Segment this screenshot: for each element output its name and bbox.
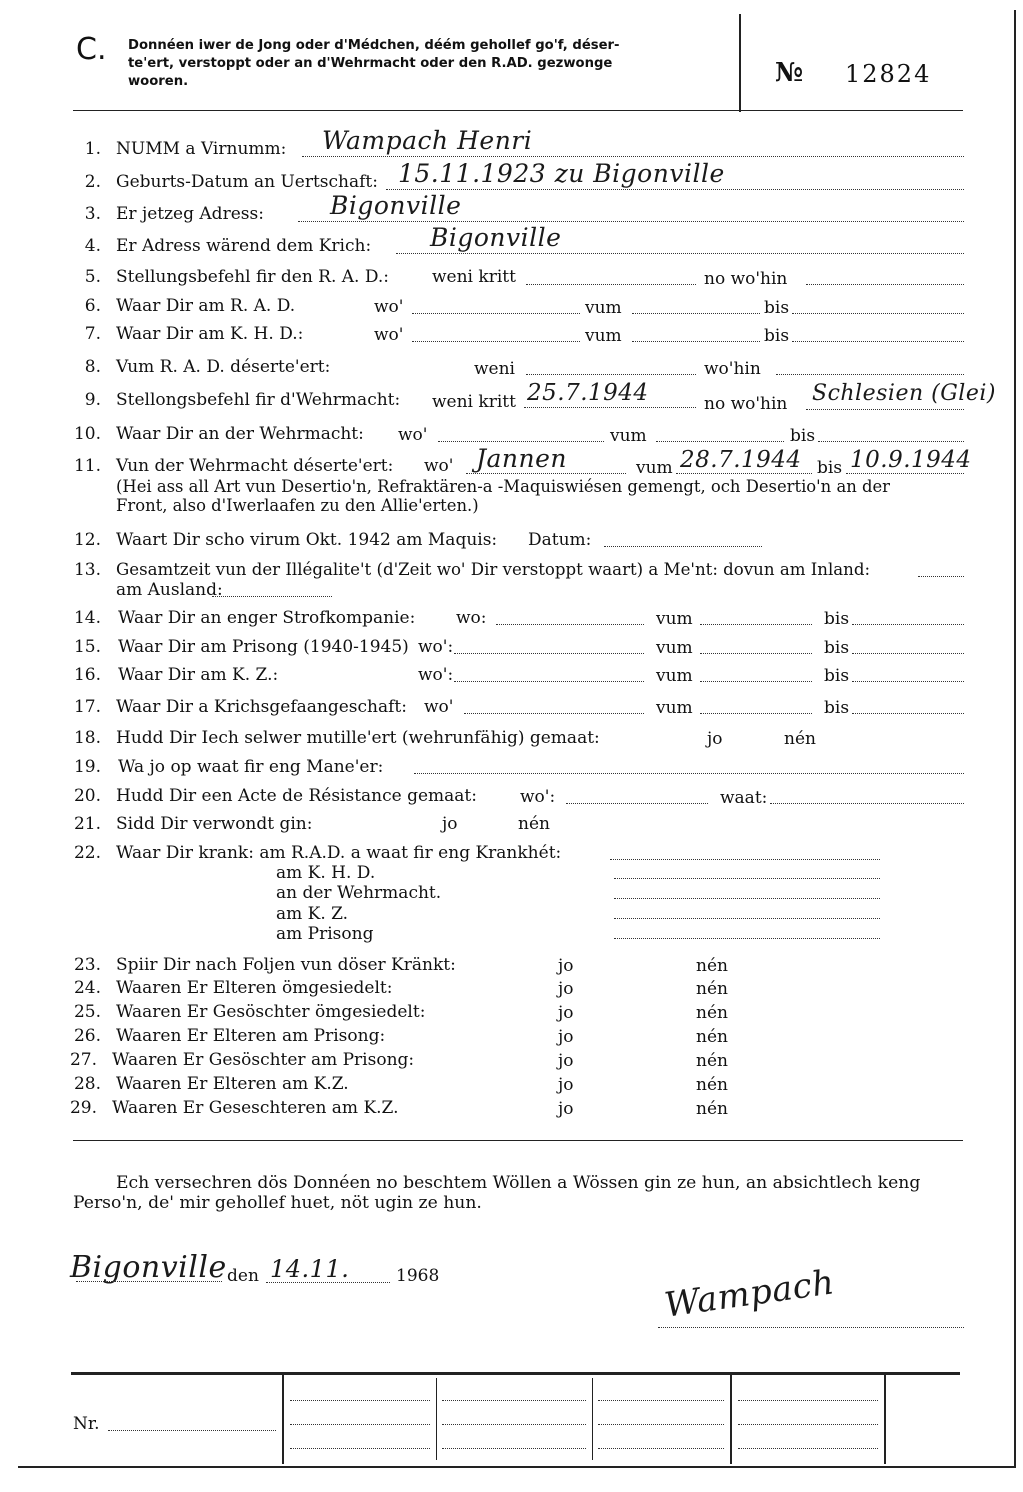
footer-nr-line <box>108 1430 276 1431</box>
q18-label: Hudd Dir Iech selwer mutille'ert (wehrunfähig) gemaat: <box>116 728 600 748</box>
q9-answer-date[interactable]: 25.7.1944 <box>527 380 649 406</box>
q28-number: 28. <box>73 1074 101 1094</box>
footer-cell-c2 <box>598 1424 724 1425</box>
q10-number: 10. <box>73 424 101 444</box>
q27-yes[interactable]: jo <box>558 1051 574 1071</box>
q24-label: Waaren Er Elteren ömgesiedelt: <box>116 978 393 998</box>
footer-col-3 <box>884 1374 886 1464</box>
q15-where-line <box>454 653 644 654</box>
q9-label: Stellongsbefehl fir d'Wehrmacht: <box>116 390 401 410</box>
q27-no[interactable]: nén <box>696 1051 728 1071</box>
q24-no[interactable]: nén <box>696 979 728 999</box>
q24-yes[interactable]: jo <box>558 979 574 999</box>
q3-number: 3. <box>84 204 101 224</box>
q14-from-line <box>700 624 812 625</box>
q29-no[interactable]: nén <box>696 1099 728 1119</box>
q17-from-line <box>700 713 812 714</box>
q7-from-line <box>632 341 760 342</box>
q14-where-label: wo: <box>456 608 487 628</box>
q16-where-label: wo': <box>418 665 454 685</box>
q15-label: Waar Dir am Prisong (1940-1945) <box>118 637 409 657</box>
q11-to-line <box>846 473 964 474</box>
q11-label: Vun der Wehrmacht déserte'ert: <box>116 456 394 476</box>
footer-col-2 <box>730 1374 732 1464</box>
q13-abroad-line <box>212 596 332 597</box>
q22-line-2 <box>614 878 880 879</box>
q23-no[interactable]: nén <box>696 956 728 976</box>
q15-from-label: vum <box>656 638 693 658</box>
q15-to-line <box>852 653 964 654</box>
q6-from-label: vum <box>585 298 622 318</box>
q25-number: 25. <box>73 1002 101 1022</box>
footer-cell-a2 <box>290 1424 430 1425</box>
q23-yes[interactable]: jo <box>558 956 574 976</box>
signature-year: 1968 <box>396 1266 440 1286</box>
footer-col-1 <box>282 1374 284 1464</box>
q1-answer-name[interactable]: Wampach Henri <box>322 126 533 155</box>
q8-number: 8. <box>84 357 101 377</box>
signature-place-line <box>76 1281 222 1282</box>
q22-sub-khd: am K. H. D. <box>276 863 376 883</box>
footer-cell-b3 <box>442 1448 586 1449</box>
q5-where-line <box>806 284 964 285</box>
q1-label: NUMM a Virnumm: <box>116 139 287 159</box>
q10-where-line <box>438 441 604 442</box>
q25-yes[interactable]: jo <box>558 1003 574 1023</box>
q25-no[interactable]: nén <box>696 1003 728 1023</box>
section-letter: C. <box>76 32 107 67</box>
footer-cell-d1 <box>738 1400 878 1401</box>
q11-to-label: bis <box>817 458 843 478</box>
footer-top-rule <box>71 1372 960 1375</box>
signature-date[interactable]: 14.11. <box>270 1255 350 1283</box>
header-divider <box>739 14 741 112</box>
q7-from-label: vum <box>585 326 622 346</box>
q8-label: Vum R. A. D. déserte'ert: <box>116 357 331 377</box>
footer-cell-d3 <box>738 1448 878 1449</box>
q17-where-line <box>464 713 644 714</box>
q14-number: 14. <box>73 608 101 628</box>
q14-from-label: vum <box>656 609 693 629</box>
q8-where-label: wo'hin <box>704 359 761 379</box>
q15-where-label: wo': <box>418 637 454 657</box>
q16-to-label: bis <box>824 666 850 686</box>
footer-cell-c1 <box>598 1400 724 1401</box>
q26-label: Waaren Er Elteren am Prisong: <box>116 1026 386 1046</box>
q9-number: 9. <box>84 390 101 410</box>
footer-cell-d2 <box>738 1424 878 1425</box>
q12-date-line <box>604 546 762 547</box>
q3-answer-address[interactable]: Bigonville <box>330 191 462 220</box>
q10-to-label: bis <box>790 426 816 446</box>
q19-label: Wa jo op waat fir eng Mane'er: <box>118 757 384 777</box>
q5-label: Stellungsbefehl fir den R. A. D.: <box>116 267 390 287</box>
q26-yes[interactable]: jo <box>558 1027 574 1047</box>
q15-to-label: bis <box>824 638 850 658</box>
q5-where-label: no wo'hin <box>704 269 788 289</box>
q20-where-label: wo': <box>520 787 556 807</box>
q5-number: 5. <box>84 267 101 287</box>
declaration-line-1: Ech versechren dös Donnéen no beschtem Wöllen a Wössen gin ze hun, an absichtlech keng <box>116 1173 921 1193</box>
footer-cell-c3 <box>598 1448 724 1449</box>
q2-label: Geburts-Datum an Uertschaft: <box>116 172 378 192</box>
header-title-line-2: te'ert, verstoppt oder an d'Wehrmacht oder den R.AD. gezwonge <box>128 56 613 71</box>
q20-label: Hudd Dir een Acte de Résistance gemaat: <box>116 786 477 806</box>
q22-sub-wehrmacht: an der Wehrmacht. <box>276 883 442 903</box>
q18-no[interactable]: nén <box>784 729 816 749</box>
q21-label: Sidd Dir verwondt gin: <box>116 814 313 834</box>
q22-label: Waar Dir krank: am R.A.D. a waat fir eng Krankhét: <box>116 843 562 863</box>
q24-number: 24. <box>73 978 101 998</box>
page-right-edge <box>1014 10 1016 1468</box>
signature-line <box>658 1327 964 1328</box>
q2-number: 2. <box>84 172 101 192</box>
q25-label: Waaren Er Gesöschter ömgesiedelt: <box>116 1002 426 1022</box>
q7-to-line <box>792 341 964 342</box>
q21-number: 21. <box>73 814 101 834</box>
footer-nr-label: Nr. <box>73 1414 100 1434</box>
q22-number: 22. <box>73 843 101 863</box>
q11-answer-from[interactable]: 28.7.1944 <box>680 447 802 473</box>
q18-yes[interactable]: jo <box>707 729 723 749</box>
q19-line <box>414 773 964 774</box>
q13-abroad-label: am Ausland: <box>116 580 223 600</box>
q3-label: Er jetzeg Adress: <box>116 204 264 224</box>
q4-line <box>396 253 964 254</box>
q22-sub-kz: am K. Z. <box>276 904 349 924</box>
q16-to-line <box>852 681 964 682</box>
q26-number: 26. <box>73 1026 101 1046</box>
q16-from-line <box>700 681 812 682</box>
q21-no[interactable]: nén <box>518 814 550 834</box>
q14-where-line <box>496 624 644 625</box>
q10-label: Waar Dir an der Wehrmacht: <box>116 424 364 444</box>
q7-where-line <box>412 341 580 342</box>
q9-when-line <box>524 407 696 408</box>
q20-what-line <box>770 803 964 804</box>
q11-note-line-2: Front, also d'Iwerlaafen zu den Allie'erten.) <box>116 496 479 515</box>
q28-yes[interactable]: jo <box>558 1075 574 1095</box>
q17-label: Waar Dir a Krichsgefaangeschaft: <box>116 697 407 717</box>
footer-cell-a3 <box>290 1448 430 1449</box>
header-title-line-1: Donnéen iwer de Jong oder d'Médchen, déém gehollef go'f, déser- <box>128 38 620 53</box>
q28-label: Waaren Er Elteren am K.Z. <box>116 1074 349 1094</box>
q22-line-3 <box>614 898 880 899</box>
q11-from-label: vum <box>636 458 673 478</box>
q6-where-label: wo' <box>374 297 404 317</box>
q9-where-label: no wo'hin <box>704 394 788 414</box>
q9-where-line <box>806 409 964 410</box>
q12-label: Waart Dir scho virum Okt. 1942 am Maquis: <box>116 530 498 550</box>
footer-inner-col-a <box>436 1378 437 1460</box>
q10-to-line <box>818 441 964 442</box>
q14-to-label: bis <box>824 609 850 629</box>
q1-line <box>302 156 964 157</box>
q19-number: 19. <box>73 757 101 777</box>
q17-number: 17. <box>73 697 101 717</box>
q21-yes[interactable]: jo <box>442 814 458 834</box>
q16-label: Waar Dir am K. Z.: <box>118 665 279 685</box>
signature-place[interactable]: Bigonville <box>70 1250 227 1285</box>
footer-inner-col-b <box>592 1378 593 1460</box>
q5-when-line <box>526 284 696 285</box>
q11-from-line <box>676 473 812 474</box>
q15-from-line <box>700 653 812 654</box>
number-sign: № <box>775 58 804 88</box>
q17-to-label: bis <box>824 698 850 718</box>
q6-where-line <box>412 313 580 314</box>
q8-when-line <box>526 374 696 375</box>
q23-number: 23. <box>73 955 101 975</box>
footer-cell-a1 <box>290 1400 430 1401</box>
q13-number: 13. <box>73 560 101 580</box>
q23-label: Spiir Dir nach Foljen vun döser Kränkt: <box>116 955 456 975</box>
q7-where-label: wo' <box>374 325 404 345</box>
q16-number: 16. <box>73 665 101 685</box>
q11-where-line <box>466 473 626 474</box>
q11-number: 11. <box>73 456 101 476</box>
q6-to-line <box>792 313 964 314</box>
q18-number: 18. <box>73 728 101 748</box>
q14-label: Waar Dir an enger Strofkompanie: <box>118 608 416 628</box>
q11-note-line-1: (Hei ass all Art vun Desertio'n, Refraktären-a -Maquiswiésen gemengt, och Desertio'n an der <box>116 477 891 496</box>
q6-number: 6. <box>84 296 101 316</box>
q20-where-line <box>566 803 708 804</box>
q16-from-label: vum <box>656 666 693 686</box>
signature[interactable]: Wampach <box>662 1262 837 1326</box>
q28-no[interactable]: nén <box>696 1075 728 1095</box>
q4-number: 4. <box>84 236 101 256</box>
q20-what-label: waat: <box>720 788 768 808</box>
footer-cell-b1 <box>442 1400 586 1401</box>
header-title-line-3: wooren. <box>128 74 189 89</box>
q10-where-label: wo' <box>398 425 428 445</box>
q29-number: 29. <box>69 1098 97 1118</box>
q17-where-label: wo' <box>424 697 454 717</box>
q26-no[interactable]: nén <box>696 1027 728 1047</box>
q6-from-line <box>632 313 760 314</box>
q14-to-line <box>852 624 964 625</box>
q27-number: 27. <box>69 1050 97 1070</box>
q2-answer-birth[interactable]: 15.11.1923 zu Bigonville <box>398 159 725 188</box>
q10-from-label: vum <box>610 426 647 446</box>
q9-answer-place[interactable]: Schlesien (Glei) <box>812 381 996 406</box>
q11-where-label: wo' <box>424 456 454 476</box>
q7-label: Waar Dir am K. H. D.: <box>116 324 304 344</box>
q2-line <box>386 189 964 190</box>
q13-inland-line <box>918 576 964 577</box>
footer-bottom-rule <box>18 1466 1014 1468</box>
q16-where-line <box>454 681 644 682</box>
declaration-line-2: Perso'n, de' mir gehollef huet, nöt ugin ze hun. <box>73 1193 482 1213</box>
form-number: 12824 <box>845 60 932 88</box>
q17-from-label: vum <box>656 698 693 718</box>
q3-line <box>298 221 964 222</box>
q20-number: 20. <box>73 786 101 806</box>
q22-line-4 <box>614 918 880 919</box>
q11-answer-to[interactable]: 10.9.1944 <box>850 447 972 473</box>
q7-to-label: bis <box>764 326 790 346</box>
q15-number: 15. <box>73 637 101 657</box>
q27-label: Waaren Er Gesöschter am Prisong: <box>112 1050 415 1070</box>
q4-answer-war-address[interactable]: Bigonville <box>430 223 562 252</box>
q29-label: Waaren Er Geseschteren am K.Z. <box>112 1098 399 1118</box>
q12-number: 12. <box>73 530 101 550</box>
q22-line-5 <box>614 938 880 939</box>
declaration-rule <box>73 1140 963 1141</box>
q29-yes[interactable]: jo <box>558 1099 574 1119</box>
q22-line-1 <box>610 859 880 860</box>
q7-number: 7. <box>84 324 101 344</box>
q8-where-line <box>776 374 964 375</box>
q5-when-label: weni kritt <box>432 267 516 287</box>
q4-label: Er Adress wärend dem Krich: <box>116 236 372 256</box>
q9-when-label: weni kritt <box>432 392 516 412</box>
q11-answer-place[interactable]: Jannen <box>476 444 568 473</box>
q6-label: Waar Dir am R. A. D. <box>116 296 296 316</box>
q1-number: 1. <box>84 139 101 159</box>
q22-sub-prisong: am Prisong <box>276 924 374 944</box>
q6-to-label: bis <box>764 298 790 318</box>
footer-cell-b2 <box>442 1424 586 1425</box>
q17-to-line <box>852 713 964 714</box>
top-rule <box>73 110 963 111</box>
signature-den: den <box>227 1266 259 1286</box>
q10-from-line <box>656 441 784 442</box>
q13-label: Gesamtzeit vun der Illégalite't (d'Zeit wo' Dir verstoppt waart) a Me'nt: dovun am Inland: <box>116 560 871 579</box>
q8-when-label: weni <box>474 359 515 379</box>
q12-date-label: Datum: <box>528 530 592 550</box>
